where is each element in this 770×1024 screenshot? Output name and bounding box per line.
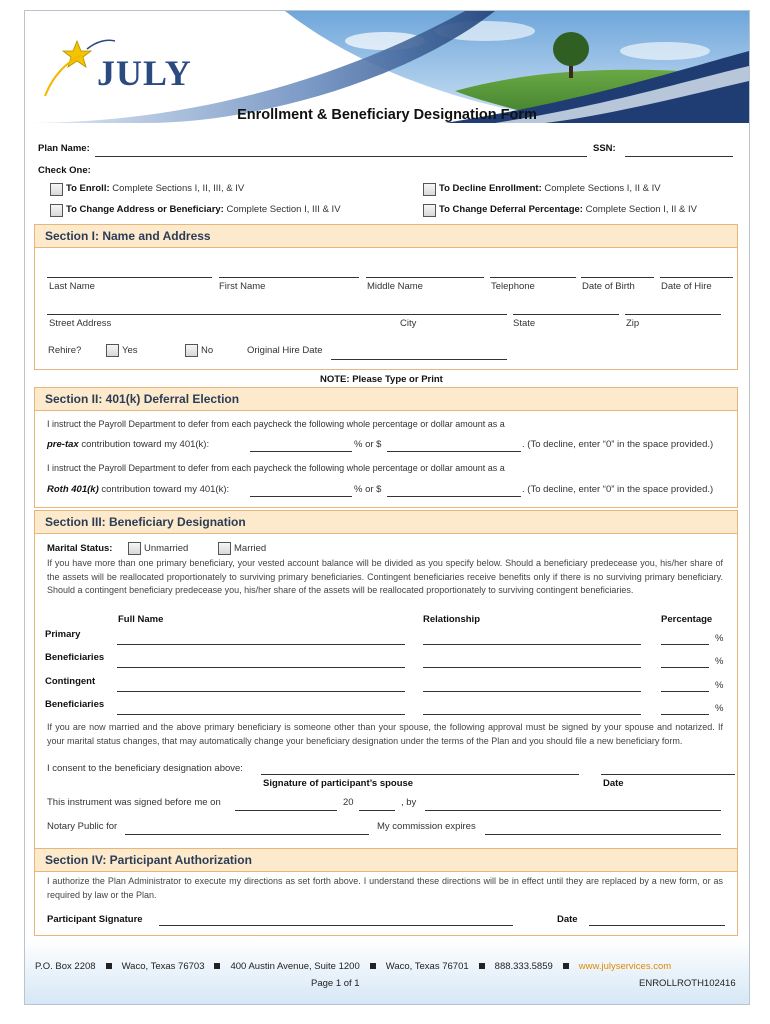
percentage-header: Percentage — [661, 614, 713, 625]
footer-address-row — [35, 961, 671, 972]
change-address-option — [66, 204, 341, 215]
primary-relationship-2-field[interactable] — [423, 667, 641, 668]
plan-name-field[interactable] — [95, 156, 587, 157]
pct-sign-3: % — [715, 680, 724, 691]
change-address-desc: Complete Section I, III & IV — [226, 204, 341, 215]
pct-sign-1: % — [715, 633, 724, 644]
street-label: Street Address — [49, 318, 112, 329]
married-label: Married — [234, 543, 267, 554]
participant-date-field[interactable] — [589, 925, 725, 926]
beneficiary-instructions: If you have more than one primary beneficiary, your vested account balance will be divided as you specify below. Should a beneficiary predecease you, his/her share of the assets will be reallocated proportionately to surviving primary beneficiaries. Contingent beneficiaries receive benefits only if there is no surviving primary beneficiary. Should a contingent beneficiary predecease you, his/her share of the assets will be reallocated proportionately to surviving contingent beneficiaries. — [47, 558, 723, 595]
year-prefix: 20 — [343, 797, 354, 808]
deferral-title: To Change Deferral Percentage: — [439, 204, 583, 215]
bullet-icon — [214, 963, 220, 969]
section-2-title: Section II: 401(k) Deferral Election — [45, 392, 240, 406]
section-1-header — [34, 224, 738, 248]
enroll-checkbox[interactable] — [50, 183, 63, 196]
zip-field[interactable] — [625, 314, 721, 315]
contingent-relationship-2-field[interactable] — [423, 714, 641, 715]
middle-name-label: Middle Name — [367, 281, 423, 292]
primary-name-2-field[interactable] — [117, 667, 405, 668]
state-label: State — [513, 318, 536, 329]
primary-percent-2-field[interactable] — [661, 667, 709, 668]
footer-phone: 888.333.5859 — [494, 961, 553, 972]
roth-dollar-field[interactable] — [387, 496, 521, 497]
original-hire-label: Original Hire Date — [247, 345, 323, 356]
zip-label: Zip — [626, 318, 640, 329]
spouse-signature-field[interactable] — [261, 774, 579, 775]
spouse-date-field[interactable] — [601, 774, 735, 775]
consent-label: I consent to the beneficiary designation above: — [47, 763, 243, 774]
footer-street: 400 Austin Avenue, Suite 1200 — [230, 961, 360, 972]
last-name-label: Last Name — [49, 281, 95, 292]
primary-name-1-field[interactable] — [117, 644, 405, 645]
participant-signature-field[interactable] — [159, 925, 513, 926]
original-hire-field[interactable] — [331, 359, 507, 360]
enroll-title: To Enroll: — [66, 183, 110, 194]
contingent-percent-1-field[interactable] — [661, 691, 709, 692]
section-4-header — [34, 848, 738, 872]
contingent-relationship-1-field[interactable] — [423, 691, 641, 692]
roth-pct-label: % or $ — [354, 484, 382, 495]
deferral-option — [439, 204, 697, 215]
signed-before-label: This instrument was signed before me on — [47, 797, 221, 808]
spouse-date-label: Date — [603, 778, 624, 789]
first-name-field[interactable] — [219, 277, 359, 278]
rehire-no-label: No — [201, 345, 214, 356]
by-label: , by — [401, 797, 417, 808]
change-address-checkbox[interactable] — [50, 204, 63, 217]
type-or-print-note: NOTE: Please Type or Print — [320, 374, 443, 385]
authorization-text: I authorize the Plan Administrator to execute my directions as set forth above. I understand these directions will be in effect until they are replaced by a new form, or as required by law or the Plan. — [47, 876, 723, 900]
notary-public-field[interactable] — [125, 834, 369, 835]
deferral-desc: Complete Section I, II & IV — [585, 204, 698, 215]
relationship-header: Relationship — [423, 614, 481, 625]
pretax-term: pre-tax — [47, 439, 79, 450]
pretax-percent-field[interactable] — [250, 451, 352, 452]
footer-city-2: Waco, Texas 76701 — [385, 961, 469, 972]
page-number: Page 1 of 1 — [311, 978, 360, 989]
full-name-header: Full Name — [118, 614, 164, 625]
footer-po-box: P.O. Box 2208 — [35, 961, 96, 972]
participant-date-label: Date — [557, 914, 578, 925]
roth-term: Roth 401(k) — [47, 484, 99, 495]
roth-percent-field[interactable] — [250, 496, 352, 497]
logo-text: JULY — [97, 53, 192, 93]
pretax-pct-label: % or $ — [354, 439, 382, 450]
roth-decline-note: . (To decline, enter “0” in the space provided.) — [522, 484, 714, 495]
deferral-checkbox[interactable] — [423, 204, 436, 217]
notary-day-field[interactable] — [235, 810, 337, 811]
state-field[interactable] — [513, 314, 619, 315]
roth-instruction: I instruct the Payroll Department to defer from each paycheck the following whole percentage or dollar amount as a — [47, 463, 505, 473]
notary-public-label: Notary Public for — [47, 821, 118, 832]
enroll-desc: Complete Sections I, II, III, & IV — [112, 183, 245, 194]
ssn-label: SSN: — [593, 143, 616, 154]
decline-desc: Complete Sections I, II & IV — [544, 183, 661, 194]
section-4-title: Section IV: Participant Authorization — [45, 853, 252, 867]
roth-text: contribution toward my 401(k): — [98, 484, 230, 495]
pretax-dollar-field[interactable] — [387, 451, 521, 452]
married-checkbox[interactable] — [218, 542, 231, 555]
section-1-title: Section I: Name and Address — [45, 229, 211, 243]
notary-by-field[interactable] — [425, 810, 721, 811]
dob-field[interactable] — [581, 277, 654, 278]
check-one-label: Check One: — [38, 165, 91, 176]
section-3-title: Section III: Beneficiary Designation — [45, 515, 246, 529]
decline-checkbox[interactable] — [423, 183, 436, 196]
bullet-icon — [563, 963, 569, 969]
telephone-field[interactable] — [490, 277, 576, 278]
contingent-name-2-field[interactable] — [117, 714, 405, 715]
page-footer — [25, 939, 749, 1004]
rehire-yes-label: Yes — [122, 345, 138, 356]
pct-sign-2: % — [715, 656, 724, 667]
rehire-label: Rehire? — [48, 345, 82, 356]
bullet-icon — [479, 963, 485, 969]
plan-name-label: Plan Name: — [38, 143, 90, 154]
decline-option — [439, 183, 661, 194]
contingent-percent-2-field[interactable] — [661, 714, 709, 715]
participant-signature-label: Participant Signature — [47, 914, 143, 925]
middle-name-field[interactable] — [366, 277, 484, 278]
decline-title: To Decline Enrollment: — [439, 183, 542, 194]
pretax-row — [47, 439, 209, 450]
spousal-consent-instructions: If you are now married and the above primary beneficiary is someone other than your spouse, the following approval must be signed by your spouse and notarized. If your marital status changes, that may automatically change your beneficiary designation under the terms of the Plan and you should file a new beneficiary form. — [47, 722, 723, 746]
pretax-decline-note: . (To decline, enter “0” in the space provided.) — [522, 439, 714, 450]
roth-row — [47, 484, 229, 495]
city-label: City — [400, 318, 417, 329]
doh-label: Date of Hire — [661, 281, 712, 292]
spouse-signature-label: Signature of participant’s spouse — [263, 778, 414, 789]
form-code: ENROLLROTH102416 — [639, 978, 736, 989]
unmarried-checkbox[interactable] — [128, 542, 141, 555]
rehire-yes-checkbox[interactable] — [106, 344, 119, 357]
section-3-header — [34, 510, 738, 534]
telephone-label: Telephone — [491, 281, 535, 292]
primary-beneficiaries-label: Beneficiaries — [45, 652, 105, 663]
last-name-field[interactable] — [47, 277, 212, 278]
contingent-label: Contingent — [45, 676, 96, 687]
primary-percent-1-field[interactable] — [661, 644, 709, 645]
contingent-name-1-field[interactable] — [117, 691, 405, 692]
primary-label: Primary — [45, 629, 81, 640]
contingent-beneficiaries-label: Beneficiaries — [45, 699, 105, 710]
page-title: Enrollment & Beneficiary Designation Form — [237, 107, 537, 123]
form-page — [24, 10, 750, 1005]
rehire-no-checkbox[interactable] — [185, 344, 198, 357]
footer-city-1: Waco, Texas 76703 — [121, 961, 205, 972]
change-address-title: To Change Address or Beneficiary: — [66, 204, 224, 215]
pretax-text: contribution toward my 401(k): — [78, 439, 210, 450]
doh-field[interactable] — [660, 277, 733, 278]
street-field[interactable] — [47, 314, 507, 315]
commission-field[interactable] — [485, 834, 721, 835]
marital-status-label: Marital Status: — [47, 543, 113, 554]
bullet-icon — [106, 963, 112, 969]
section-1-body — [34, 247, 738, 370]
section-2-header — [34, 387, 738, 411]
notary-year-field[interactable] — [359, 810, 395, 811]
footer-website-link[interactable]: www.julyservices.com — [578, 961, 672, 972]
pct-sign-4: % — [715, 703, 724, 714]
unmarried-label: Unmarried — [144, 543, 189, 554]
ssn-field[interactable] — [625, 156, 733, 157]
pretax-instruction: I instruct the Payroll Department to defer from each paycheck the following whole percentage or dollar amount as a — [47, 419, 505, 429]
commission-label: My commission expires — [377, 821, 476, 832]
dob-label: Date of Birth — [582, 281, 635, 292]
primary-relationship-1-field[interactable] — [423, 644, 641, 645]
bullet-icon — [370, 963, 376, 969]
enroll-option — [66, 183, 244, 194]
first-name-label: First Name — [219, 281, 266, 292]
